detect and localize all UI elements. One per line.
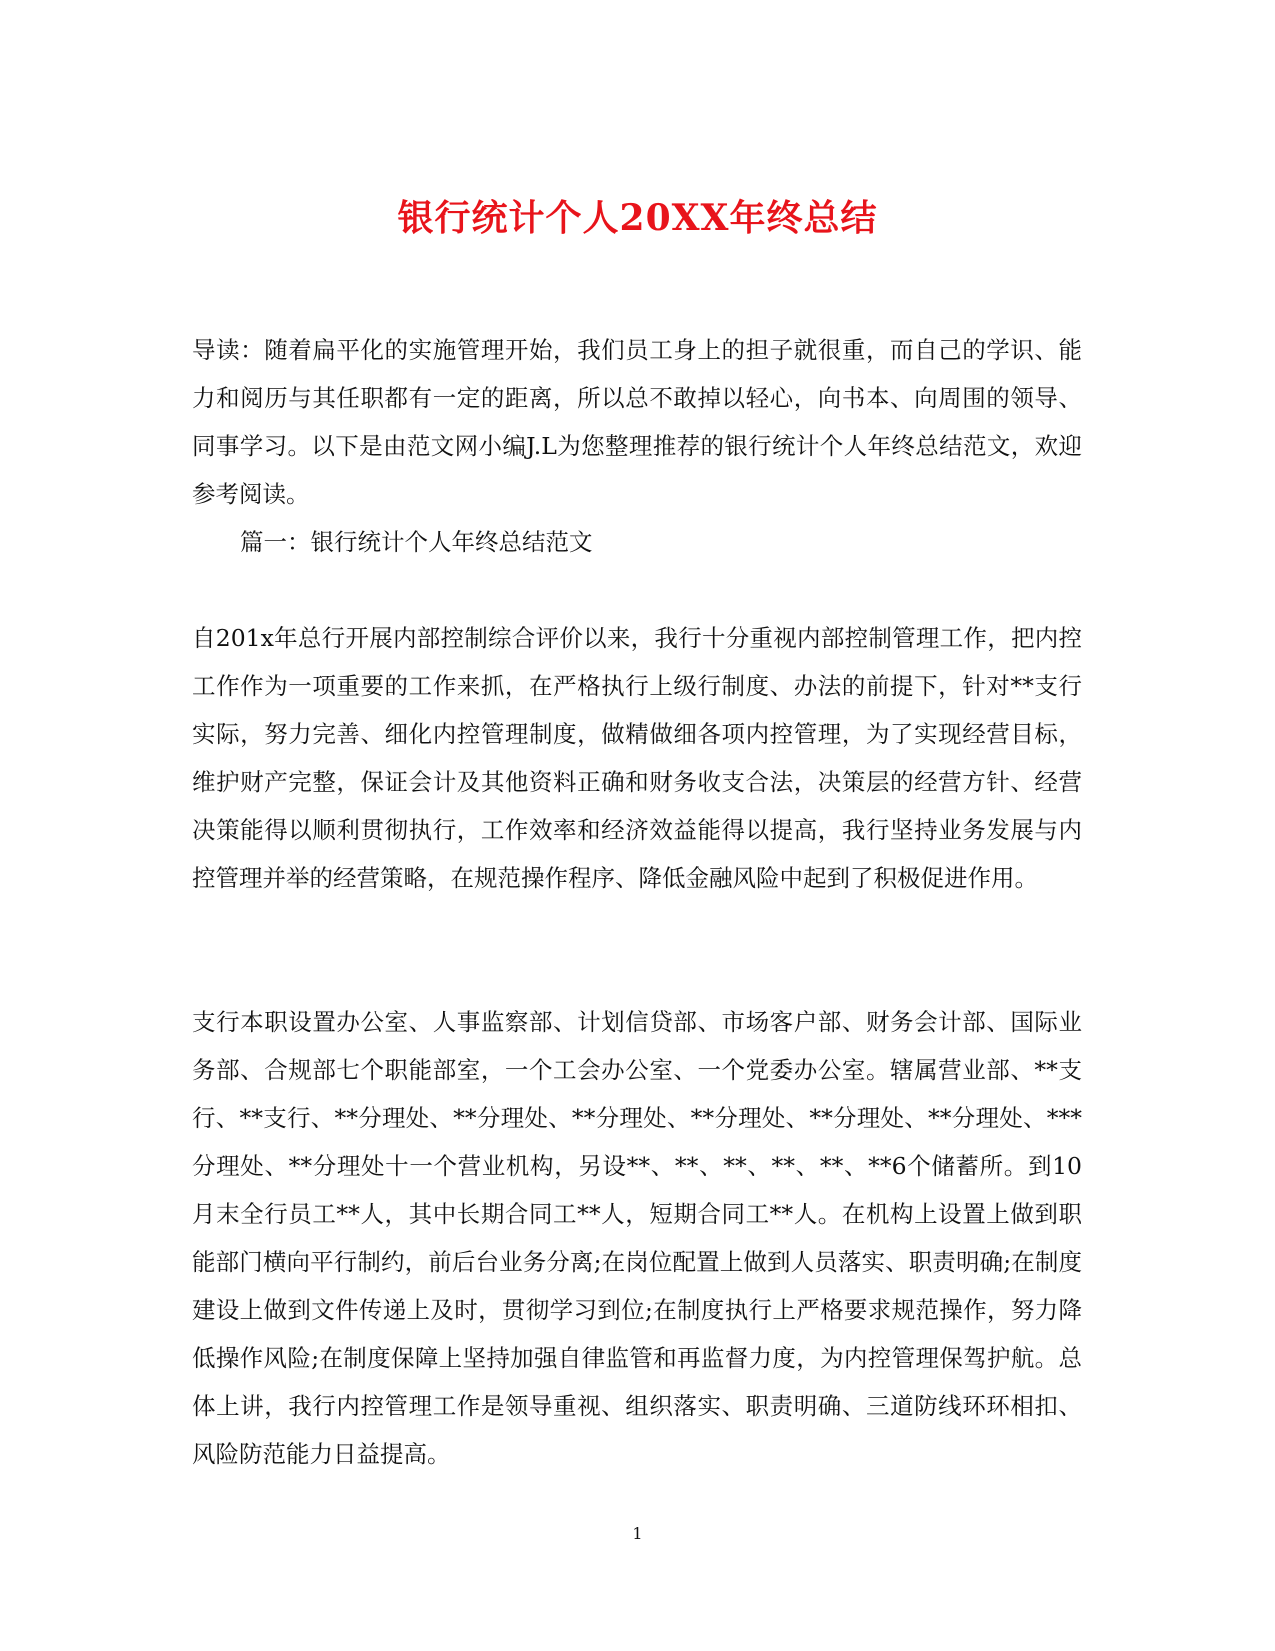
section-heading: 篇一：银行统计个人年终总结范文	[240, 528, 593, 556]
intro-paragraph: 导读：随着扁平化的实施管理开始，我们员工身上的担子就很重，而自己的学识、能力和阅历与其任职都有一定的距离，所以总不敢掉以轻心，向书本、向周围的领导、同事学习。以下是由范文网小编J.L为您整理推荐的银行统计个人年终总结范文，欢迎参考阅读。	[192, 336, 1082, 508]
document-title: 银行统计个人20XX年终总结	[397, 197, 878, 240]
body-paragraph-2: 支行本职设置办公室、人事监察部、计划信贷部、市场客户部、财务会计部、国际业务部、合规部七个职能部室，一个工会办公室、一个党委办公室。辖属营业部、**支行、**支行、**分理处、**分理处、**分理处、**分理处、**分理处、**分理处、***分理处、**分理处十一个营业机构，另设**、**、**、**、**、**6个储蓄所。到10月末全行员工**人，其中长期合同工**人，短期合同工**人。在机构上设置上做到职能部门横向平行制约，前后台业务分离;在岗位配置上做到人员落实、职责明确;在制度建设上做到文件传递上及时，贯彻学习到位;在制度执行上严格要求规范操作，努力降低操作风险;在制度保障上坚持加强自律监管和再监督力度，为内控管理保驾护航。总体上讲，我行内控管理工作是领导重视、组织落实、职责明确、三道防线环环相扣、风险防范能力日益提高。	[192, 1008, 1082, 1468]
body-paragraph-1: 自201x年总行开展内部控制综合评价以来，我行十分重视内部控制管理工作，把内控工作作为一项重要的工作来抓，在严格执行上级行制度、办法的前提下，针对**支行实际，努力完善、细化内控管理制度，做精做细各项内控管理，为了实现经营目标，维护财产完整，保证会计及其他资料正确和财务收支合法，决策层的经营方针、经营决策能得以顺利贯彻执行，工作效率和经济效益能得以提高，我行坚持业务发展与内控管理并举的经营策略，在规范操作程序、降低金融风险中起到了积极促进作用。	[192, 624, 1082, 892]
page-number: 1	[632, 1524, 643, 1543]
